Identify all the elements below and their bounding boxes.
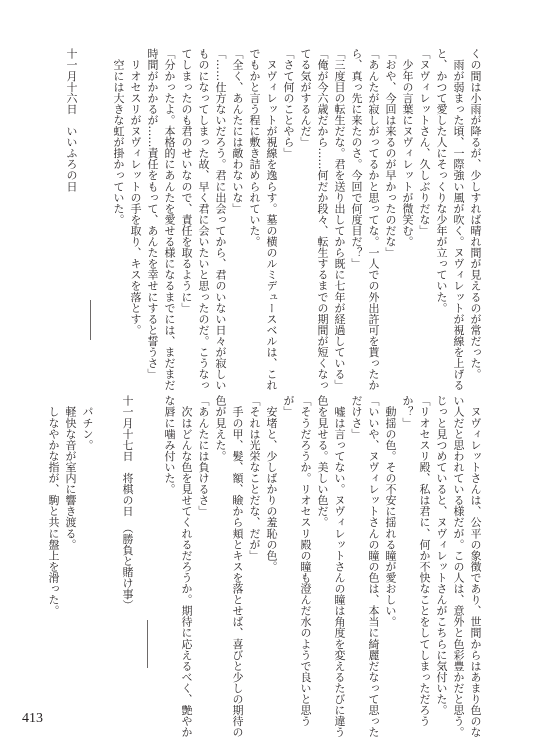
text-line: 「三度目の転生だな。君を送り出してから既に七年が経過している」 xyxy=(333,48,346,391)
text-line: しなやかな指が、駒と共に盤上を滑った。 xyxy=(47,395,60,616)
heading-rule xyxy=(90,300,91,340)
text-line: ものになってしまった故、早く君に会いたいと思ったのだ。こうなっ xyxy=(197,48,210,391)
text-line: 「……仕方ないだろう。君に出会ってから、君のいない日々が寂しい xyxy=(214,48,227,391)
text-line: か？」 xyxy=(401,395,414,429)
page-number: 413 xyxy=(22,711,43,726)
text-line: 色が見えた。 xyxy=(214,395,227,462)
text-line: 「ヌヴィレットさん、久しぶりだな」 xyxy=(418,48,431,236)
text-line: 「さて何のことやら」 xyxy=(282,48,295,159)
text-line: 色を見せる。美しい色だ。 xyxy=(316,395,329,528)
text-line: 手の甲、髪、額、瞼から頬とキスを落とせば、喜びと少しの期待の xyxy=(231,395,244,738)
text-line: と、かつて愛した人にそっくりな少年が立っていた。 xyxy=(435,48,448,314)
text-line: じっと見つめていると、ヌヴィレットさんがこちらに気付いた。 xyxy=(435,395,448,716)
text-line: 雨が弱まった頃、一際強い風が吹く。ヌヴィレットが視線を上げる xyxy=(452,48,465,391)
text-line: 「あんたには負けるさ」 xyxy=(197,395,210,517)
section-heading: 十一月十七日 将棋の日 （勝負と賭け事） xyxy=(121,395,134,611)
text-line: 「おや、今回は来るのが早かったのだな」 xyxy=(384,48,397,258)
heading-rule xyxy=(147,620,148,668)
text-line: リオセスリがヌヴィレットの手を取り、キスを落とす。 xyxy=(129,48,142,336)
text-line: だけさ」 xyxy=(350,395,363,440)
text-line: 動揺の色。その不安に揺れる瞳が愛おしい。 xyxy=(384,395,397,628)
text-line: 「分かったよ。本格的にあんたを愛せる様になるまでには、まだまだ xyxy=(163,48,176,391)
text-line: 「俺が今六歳だから……何だか段々、転生するまでの期間が短くなっ xyxy=(316,48,329,391)
text-line: ヌヴィレットさんは、公平の象徴であり、世間からはあまり色のな xyxy=(469,395,482,738)
text-line: 時間がかかるが……責任をもって、あんたを幸せにすると誓うさ」 xyxy=(146,48,159,380)
text-line: い人だと思われている様だが。この人は、意外と色彩豊かだと思う。 xyxy=(452,395,465,738)
text-line: ら、真っ先に来たのさ。今回で何度目だ？」 xyxy=(350,48,363,269)
text-line: 「それは光栄なことだな、だが」 xyxy=(248,395,261,561)
text-line: 空には大きな虹が掛かっていた。 xyxy=(112,48,125,225)
text-line: 「そうだろうか。リオセスリ殿の瞳も澄んだ水のようで良いと思う xyxy=(299,395,312,727)
text-line: てしまったのも君のせいなので、責任を取るように」 xyxy=(180,48,193,314)
text-line: くの間は小雨が降るが、少しすれば晴れ間が見えるのが常だった。 xyxy=(469,48,482,380)
text-line: 「あんたが寂しがってるかと思ってな。一人での外出許可を貰ったか xyxy=(367,48,380,391)
text-line: 軽快な音が室内に響き渡る。 xyxy=(64,395,77,550)
text-line: 次はどんな色を見せてくれるだろうか。期待に応えるべく、艶やか xyxy=(180,395,193,738)
text-line: 嘘は言ってない。ヌヴィレットさんの瞳は角度を変えるたびに違う xyxy=(333,395,346,738)
text-line: ヌヴィレットが視線を逸らす。墓の横のルミデュースベルは、これ xyxy=(265,48,278,391)
text-line: 少年の言葉にヌヴィレットが微笑む。 xyxy=(401,48,414,247)
text-line: でもかと言う程に敷き詰められていた。 xyxy=(248,48,261,247)
text-line: 安堵と、少しばかりの羞恥の色。 xyxy=(265,395,278,572)
section-heading: 十一月十六日 いいふろの日 xyxy=(65,48,78,192)
text-line: てる気がするんだ」 xyxy=(299,48,312,148)
text-line: が」 xyxy=(282,395,295,418)
text-line: 「リオセスリ殿、私は君に、何か不快なことをしてしまっただろう xyxy=(418,395,431,727)
text-line: な唇に噛み付いた。 xyxy=(163,395,176,495)
text-line: パチン。 xyxy=(81,395,94,451)
text-line: 「全く、あんたには敵わないな」 xyxy=(231,48,244,214)
text-line: 「いいや、ヌヴィレットさんの瞳の色は、本当に綺麗だなって思った xyxy=(367,395,380,738)
